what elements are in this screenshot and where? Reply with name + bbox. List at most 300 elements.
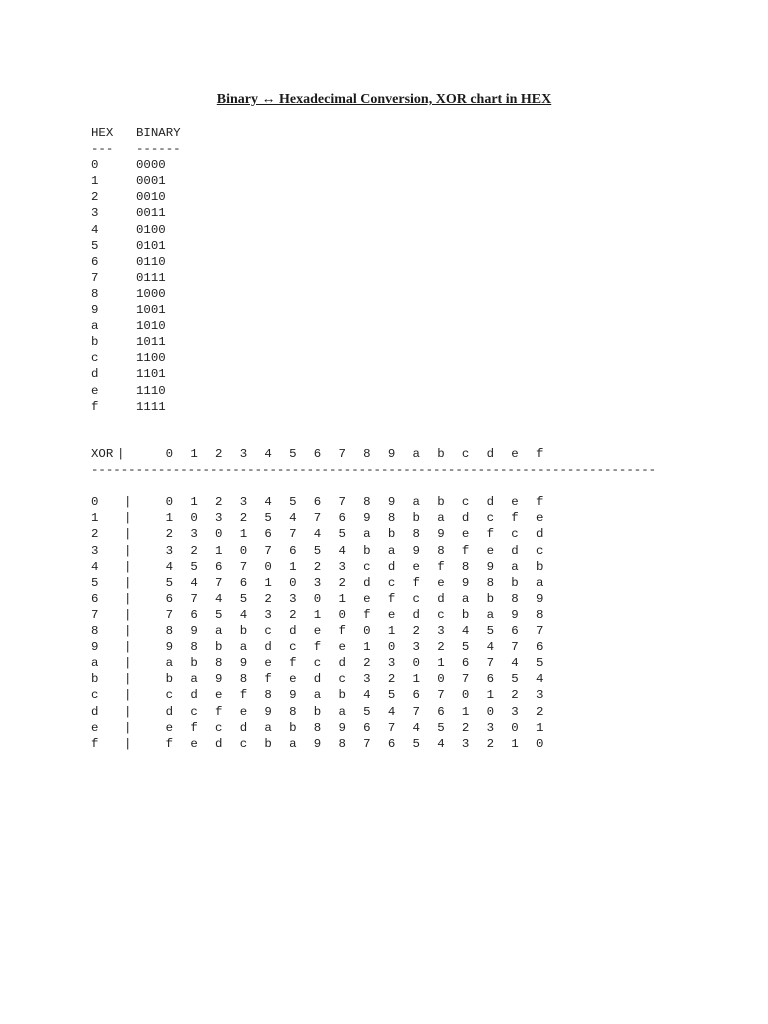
xor-spacer: [91, 478, 552, 494]
xor-cell: 3: [363, 672, 371, 687]
xor-cell: 5: [190, 559, 198, 574]
xor-cell: c: [215, 720, 223, 735]
xor-cell: 9: [289, 688, 297, 703]
binary-value: 1010: [136, 319, 166, 334]
xor-cell: d: [486, 495, 494, 510]
xor-cell: e: [190, 736, 198, 751]
xor-cell: a: [264, 720, 272, 735]
xor-table-row: [91, 575, 552, 591]
xor-cell: f: [461, 543, 470, 558]
xor-cell: 8: [486, 575, 494, 590]
xor-cell: d: [535, 527, 544, 542]
xor-table-row: [91, 526, 552, 542]
xor-cell: 6: [461, 656, 470, 671]
xor-cell: 0: [239, 543, 248, 558]
xor-cell: 2: [215, 495, 223, 510]
xor-cell: 6: [264, 527, 272, 542]
xor-cell: c: [190, 704, 198, 719]
xor-header-separator: |: [117, 447, 125, 461]
xor-column-header: f: [535, 447, 544, 461]
binary-value: 0011: [136, 206, 166, 221]
binary-value: 1011: [136, 335, 166, 350]
xor-cell: 0: [461, 688, 470, 703]
xor-cell: f: [535, 495, 544, 510]
hex-value: 0: [91, 158, 99, 173]
xor-cell: a: [190, 672, 198, 687]
page-title: Binary ↔ Hexadecimal Conversion, XOR chart in HEX: [216, 92, 552, 107]
xor-column-header: 1: [190, 447, 198, 461]
xor-cell: a: [239, 640, 248, 655]
xor-cell: 1: [486, 688, 494, 703]
xor-cell: 3: [511, 704, 519, 719]
xor-cell: b: [387, 527, 396, 542]
binary-value: 1110: [136, 383, 166, 398]
xor-cell: 6: [535, 640, 544, 655]
binary-value: 1000: [136, 286, 166, 301]
xor-cell: f: [313, 640, 322, 655]
hex-table-row: [91, 286, 206, 302]
xor-cell: 3: [313, 575, 322, 590]
xor-cell: b: [511, 575, 519, 590]
xor-cell: e: [511, 495, 519, 510]
xor-cell: c: [289, 640, 297, 655]
xor-cell: 3: [486, 720, 494, 735]
xor-cell: b: [338, 688, 346, 703]
xor-cell: 3: [264, 607, 272, 622]
xor-cell: 6: [387, 736, 396, 751]
xor-cell: 8: [264, 688, 272, 703]
xor-cell: 9: [461, 575, 470, 590]
xor-cell: 1: [313, 607, 322, 622]
xor-cell: c: [511, 527, 519, 542]
hex-table-row: [91, 270, 206, 286]
hex-table-row: [91, 157, 206, 173]
xor-cell: e: [461, 527, 470, 542]
xor-cell: b: [190, 656, 198, 671]
xor-table-row: [91, 591, 552, 607]
xor-cell: 1: [437, 656, 445, 671]
xor-cell: 3: [289, 591, 297, 606]
xor-cell: a: [412, 495, 420, 510]
hex-table-row: [91, 366, 206, 382]
xor-cell: 9: [387, 495, 396, 510]
xor-cell: 9: [165, 640, 174, 655]
xor-cell: 3: [239, 495, 248, 510]
xor-cell: 2: [239, 511, 248, 526]
xor-cell: 3: [338, 559, 346, 574]
binary-value: 0010: [136, 190, 166, 205]
xor-cell: 7: [363, 736, 371, 751]
binary-value: 1001: [136, 303, 166, 318]
xor-cell: e: [313, 624, 322, 639]
xor-cell: 7: [338, 495, 346, 510]
xor-row-separator: |: [124, 575, 132, 590]
binary-value: 0111: [136, 270, 166, 285]
hex-table-row: [91, 205, 206, 221]
xor-table-row: [91, 510, 552, 526]
xor-row-label: 8: [91, 624, 99, 639]
xor-table-row: [91, 494, 552, 510]
xor-cell: d: [239, 720, 248, 735]
xor-cell: c: [264, 624, 272, 639]
xor-cell: 7: [511, 640, 519, 655]
hex-table-row: [91, 222, 206, 238]
xor-cell: 7: [461, 672, 470, 687]
xor-cell: 4: [190, 575, 198, 590]
xor-cell: 3: [535, 688, 544, 703]
xor-cell: a: [387, 543, 396, 558]
xor-cell: 5: [412, 736, 420, 751]
hex-header: HEX: [91, 126, 114, 140]
xor-cell: f: [190, 720, 198, 735]
xor-table-row: [91, 671, 552, 687]
xor-header-rule: ----------------------------------------------------------------------------: [91, 463, 657, 478]
xor-cell: a: [363, 527, 371, 542]
xor-cell: 1: [239, 527, 248, 542]
xor-row-separator: |: [124, 704, 132, 719]
xor-cell: a: [486, 607, 494, 622]
xor-cell: 5: [486, 624, 494, 639]
hex-table-row: [91, 302, 206, 318]
xor-table-row: [91, 704, 552, 720]
xor-cell: 9: [412, 543, 420, 558]
hex-value: 1: [91, 174, 99, 189]
xor-cell: f: [264, 672, 272, 687]
xor-cell: f: [215, 704, 223, 719]
xor-cell: 9: [313, 736, 322, 751]
xor-cell: 1: [338, 591, 346, 606]
hex-underline: ---: [91, 142, 114, 157]
xor-cell: e: [239, 704, 248, 719]
xor-cell: b: [264, 736, 272, 751]
xor-cell: 6: [215, 559, 223, 574]
xor-cell: 0: [215, 527, 223, 542]
xor-cell: 5: [313, 543, 322, 558]
xor-table-row: [91, 543, 552, 559]
xor-cell: 2: [412, 624, 420, 639]
xor-cell: 1: [264, 575, 272, 590]
hex-table-row: [91, 399, 206, 415]
xor-cell: 1: [461, 704, 470, 719]
xor-cell: 8: [437, 543, 445, 558]
xor-cell: 7: [215, 575, 223, 590]
xor-cell: 9: [338, 720, 346, 735]
xor-cell: 2: [264, 591, 272, 606]
xor-cell: c: [535, 543, 544, 558]
xor-cell: d: [437, 591, 445, 606]
xor-cell: 8: [535, 607, 544, 622]
xor-table-row: [91, 736, 552, 752]
xor-cell: 7: [412, 704, 420, 719]
xor-cell: 6: [239, 575, 248, 590]
xor-cell: 8: [165, 624, 174, 639]
xor-row-label: d: [91, 704, 99, 719]
xor-column-header: b: [437, 447, 445, 461]
xor-row-label: a: [91, 656, 99, 671]
hex-value: 8: [91, 286, 99, 301]
xor-cell: c: [338, 672, 346, 687]
xor-cell: 2: [289, 607, 297, 622]
xor-cell: 4: [412, 720, 420, 735]
xor-cell: 8: [239, 672, 248, 687]
binary-value: 1100: [136, 351, 166, 366]
xor-cell: 2: [437, 640, 445, 655]
xor-cell: 4: [511, 656, 519, 671]
xor-cell: 0: [387, 640, 396, 655]
xor-table-row: [91, 607, 552, 623]
binary-value: 0000: [136, 158, 166, 173]
xor-cell: c: [461, 495, 470, 510]
xor-cell: 0: [363, 624, 371, 639]
xor-cell: 8: [412, 527, 420, 542]
xor-cell: 4: [535, 672, 544, 687]
hex-table-header: [91, 125, 206, 141]
xor-cell: 2: [535, 704, 544, 719]
xor-column-header: e: [511, 447, 519, 461]
xor-column-header: d: [486, 447, 494, 461]
xor-cell: 7: [387, 720, 396, 735]
xor-cell: 2: [387, 672, 396, 687]
xor-cell: e: [535, 511, 544, 526]
xor-column-header: 5: [289, 447, 297, 461]
xor-cell: 3: [437, 624, 445, 639]
xor-table-row: [91, 720, 552, 736]
xor-cell: 5: [289, 495, 297, 510]
xor-cell: 5: [387, 688, 396, 703]
hex-value: a: [91, 319, 99, 334]
xor-cell: 0: [165, 495, 174, 510]
xor-row-label: 3: [91, 543, 99, 558]
xor-cell: b: [289, 720, 297, 735]
xor-cell: 8: [190, 640, 198, 655]
xor-cell: 6: [289, 543, 297, 558]
xor-row-separator: |: [124, 672, 132, 687]
xor-header-row: [91, 446, 552, 462]
xor-cell: 0: [313, 591, 322, 606]
xor-cell: 4: [239, 607, 248, 622]
xor-row-label: 4: [91, 559, 99, 574]
xor-cell: 7: [437, 688, 445, 703]
xor-column-header: 4: [264, 447, 272, 461]
xor-cell: a: [338, 704, 346, 719]
hex-table-row: [91, 254, 206, 270]
xor-cell: a: [535, 575, 544, 590]
xor-cell: 4: [437, 736, 445, 751]
xor-cell: 6: [486, 672, 494, 687]
xor-cell: 1: [535, 720, 544, 735]
xor-cell: 1: [412, 672, 420, 687]
xor-row-separator: |: [124, 736, 132, 751]
xor-cell: f: [412, 575, 420, 590]
xor-cell: 9: [215, 672, 223, 687]
xor-cell: 2: [190, 543, 198, 558]
xor-cell: 8: [461, 559, 470, 574]
hex-value: 5: [91, 238, 99, 253]
xor-row-label: c: [91, 688, 99, 703]
xor-row-label: e: [91, 720, 99, 735]
xor-cell: e: [486, 543, 494, 558]
xor-cell: d: [313, 672, 322, 687]
xor-cell: d: [215, 736, 223, 751]
hex-table-body: [91, 157, 206, 415]
xor-cell: e: [264, 656, 272, 671]
xor-cell: 3: [165, 543, 174, 558]
xor-cell: 5: [535, 656, 544, 671]
xor-cell: 7: [165, 607, 174, 622]
xor-cell: 9: [511, 607, 519, 622]
xor-cell: c: [437, 607, 445, 622]
xor-column-header: 2: [215, 447, 223, 461]
xor-cell: 2: [511, 688, 519, 703]
xor-column-header: 6: [313, 447, 322, 461]
xor-cell: 0: [535, 736, 544, 751]
xor-cell: e: [437, 575, 445, 590]
xor-cell: 0: [486, 704, 494, 719]
xor-table-row: [91, 623, 552, 639]
xor-cell: 4: [165, 559, 174, 574]
xor-cell: b: [165, 672, 174, 687]
xor-cell: 3: [387, 656, 396, 671]
xor-row-separator: |: [124, 720, 132, 735]
xor-cell: d: [264, 640, 272, 655]
xor-table-row: [91, 655, 552, 671]
xor-cell: 6: [165, 591, 174, 606]
xor-cell: 5: [215, 607, 223, 622]
xor-cell: 9: [264, 704, 272, 719]
xor-cell: b: [486, 591, 494, 606]
xor-cell: 5: [511, 672, 519, 687]
xor-cell: 0: [338, 607, 346, 622]
xor-cell: e: [363, 591, 371, 606]
xor-cell: f: [165, 736, 174, 751]
hex-value: 2: [91, 190, 99, 205]
xor-row-label: 2: [91, 527, 99, 542]
xor-cell: 3: [412, 640, 420, 655]
xor-cell: 6: [313, 495, 322, 510]
hex-table-row: [91, 334, 206, 350]
xor-cell: d: [289, 624, 297, 639]
xor-cell: 4: [264, 495, 272, 510]
xor-row-separator: |: [124, 527, 132, 542]
xor-cell: a: [461, 591, 470, 606]
xor-cell: 4: [313, 527, 322, 542]
xor-corner-label: XOR: [91, 447, 114, 461]
hex-table-underline: [91, 141, 206, 157]
xor-cell: 1: [190, 495, 198, 510]
hex-table-row: [91, 350, 206, 366]
xor-row-separator: |: [124, 559, 132, 574]
xor-cell: c: [239, 736, 248, 751]
hex-binary-table: [91, 125, 206, 415]
xor-cell: e: [387, 607, 396, 622]
hex-value: 9: [91, 303, 99, 318]
xor-cell: 7: [190, 591, 198, 606]
xor-cell: b: [461, 607, 470, 622]
xor-cell: 1: [363, 640, 371, 655]
xor-cell: 9: [363, 511, 371, 526]
hex-value: 7: [91, 270, 99, 285]
xor-row-label: f: [91, 736, 99, 751]
xor-cell: 6: [338, 511, 346, 526]
xor-cell: 7: [239, 559, 248, 574]
xor-cell: c: [387, 575, 396, 590]
xor-cell: 4: [387, 704, 396, 719]
xor-cell: 4: [486, 640, 494, 655]
xor-cell: 5: [264, 511, 272, 526]
hex-value: 4: [91, 222, 99, 237]
xor-cell: 9: [190, 624, 198, 639]
hex-value: e: [91, 383, 99, 398]
xor-cell: 5: [338, 527, 346, 542]
xor-cell: e: [289, 672, 297, 687]
xor-cell: 2: [338, 575, 346, 590]
xor-cell: f: [239, 688, 248, 703]
xor-cell: 4: [363, 688, 371, 703]
xor-cell: f: [387, 591, 396, 606]
xor-cell: 2: [165, 527, 174, 542]
xor-row-separator: |: [124, 495, 132, 510]
binary-value: 1101: [136, 367, 166, 382]
xor-cell: 4: [215, 591, 223, 606]
xor-cell: 9: [437, 527, 445, 542]
xor-cell: 5: [461, 640, 470, 655]
xor-cell: 7: [289, 527, 297, 542]
xor-row-label: 6: [91, 591, 99, 606]
xor-cell: 5: [437, 720, 445, 735]
xor-cell: 9: [239, 656, 248, 671]
xor-cell: a: [313, 688, 322, 703]
xor-row-separator: |: [124, 656, 132, 671]
hex-value: b: [91, 335, 99, 350]
xor-cell: 7: [535, 624, 544, 639]
xor-cell: 2: [461, 720, 470, 735]
hex-table-row: [91, 383, 206, 399]
xor-cell: f: [486, 527, 494, 542]
xor-row-separator: |: [124, 543, 132, 558]
binary-value: 0110: [136, 254, 166, 269]
xor-cell: 8: [338, 736, 346, 751]
xor-cell: 6: [437, 704, 445, 719]
xor-row-separator: |: [124, 688, 132, 703]
xor-cell: b: [412, 511, 420, 526]
hex-value: d: [91, 367, 99, 382]
xor-cell: d: [412, 607, 420, 622]
xor-table-row: [91, 559, 552, 575]
xor-row-separator: |: [124, 607, 132, 622]
xor-cell: 9: [535, 591, 544, 606]
xor-cell: 0: [289, 575, 297, 590]
xor-cell: d: [461, 511, 470, 526]
xor-cell: 0: [264, 559, 272, 574]
binary-header: BINARY: [136, 126, 181, 140]
xor-row-label: 0: [91, 495, 99, 510]
xor-cell: 2: [313, 559, 322, 574]
xor-cell: 7: [264, 543, 272, 558]
xor-cell: b: [215, 640, 223, 655]
xor-row-separator: |: [124, 511, 132, 526]
xor-row-separator: |: [124, 640, 132, 655]
xor-cell: 8: [289, 704, 297, 719]
xor-cell: b: [313, 704, 322, 719]
xor-cell: 2: [363, 656, 371, 671]
xor-cell: 1: [387, 624, 396, 639]
xor-cell: 8: [313, 720, 322, 735]
xor-cell: 0: [511, 720, 519, 735]
xor-cell: 0: [190, 511, 198, 526]
xor-row-label: 5: [91, 575, 99, 590]
xor-cell: 6: [412, 688, 420, 703]
xor-column-header: 8: [363, 447, 371, 461]
